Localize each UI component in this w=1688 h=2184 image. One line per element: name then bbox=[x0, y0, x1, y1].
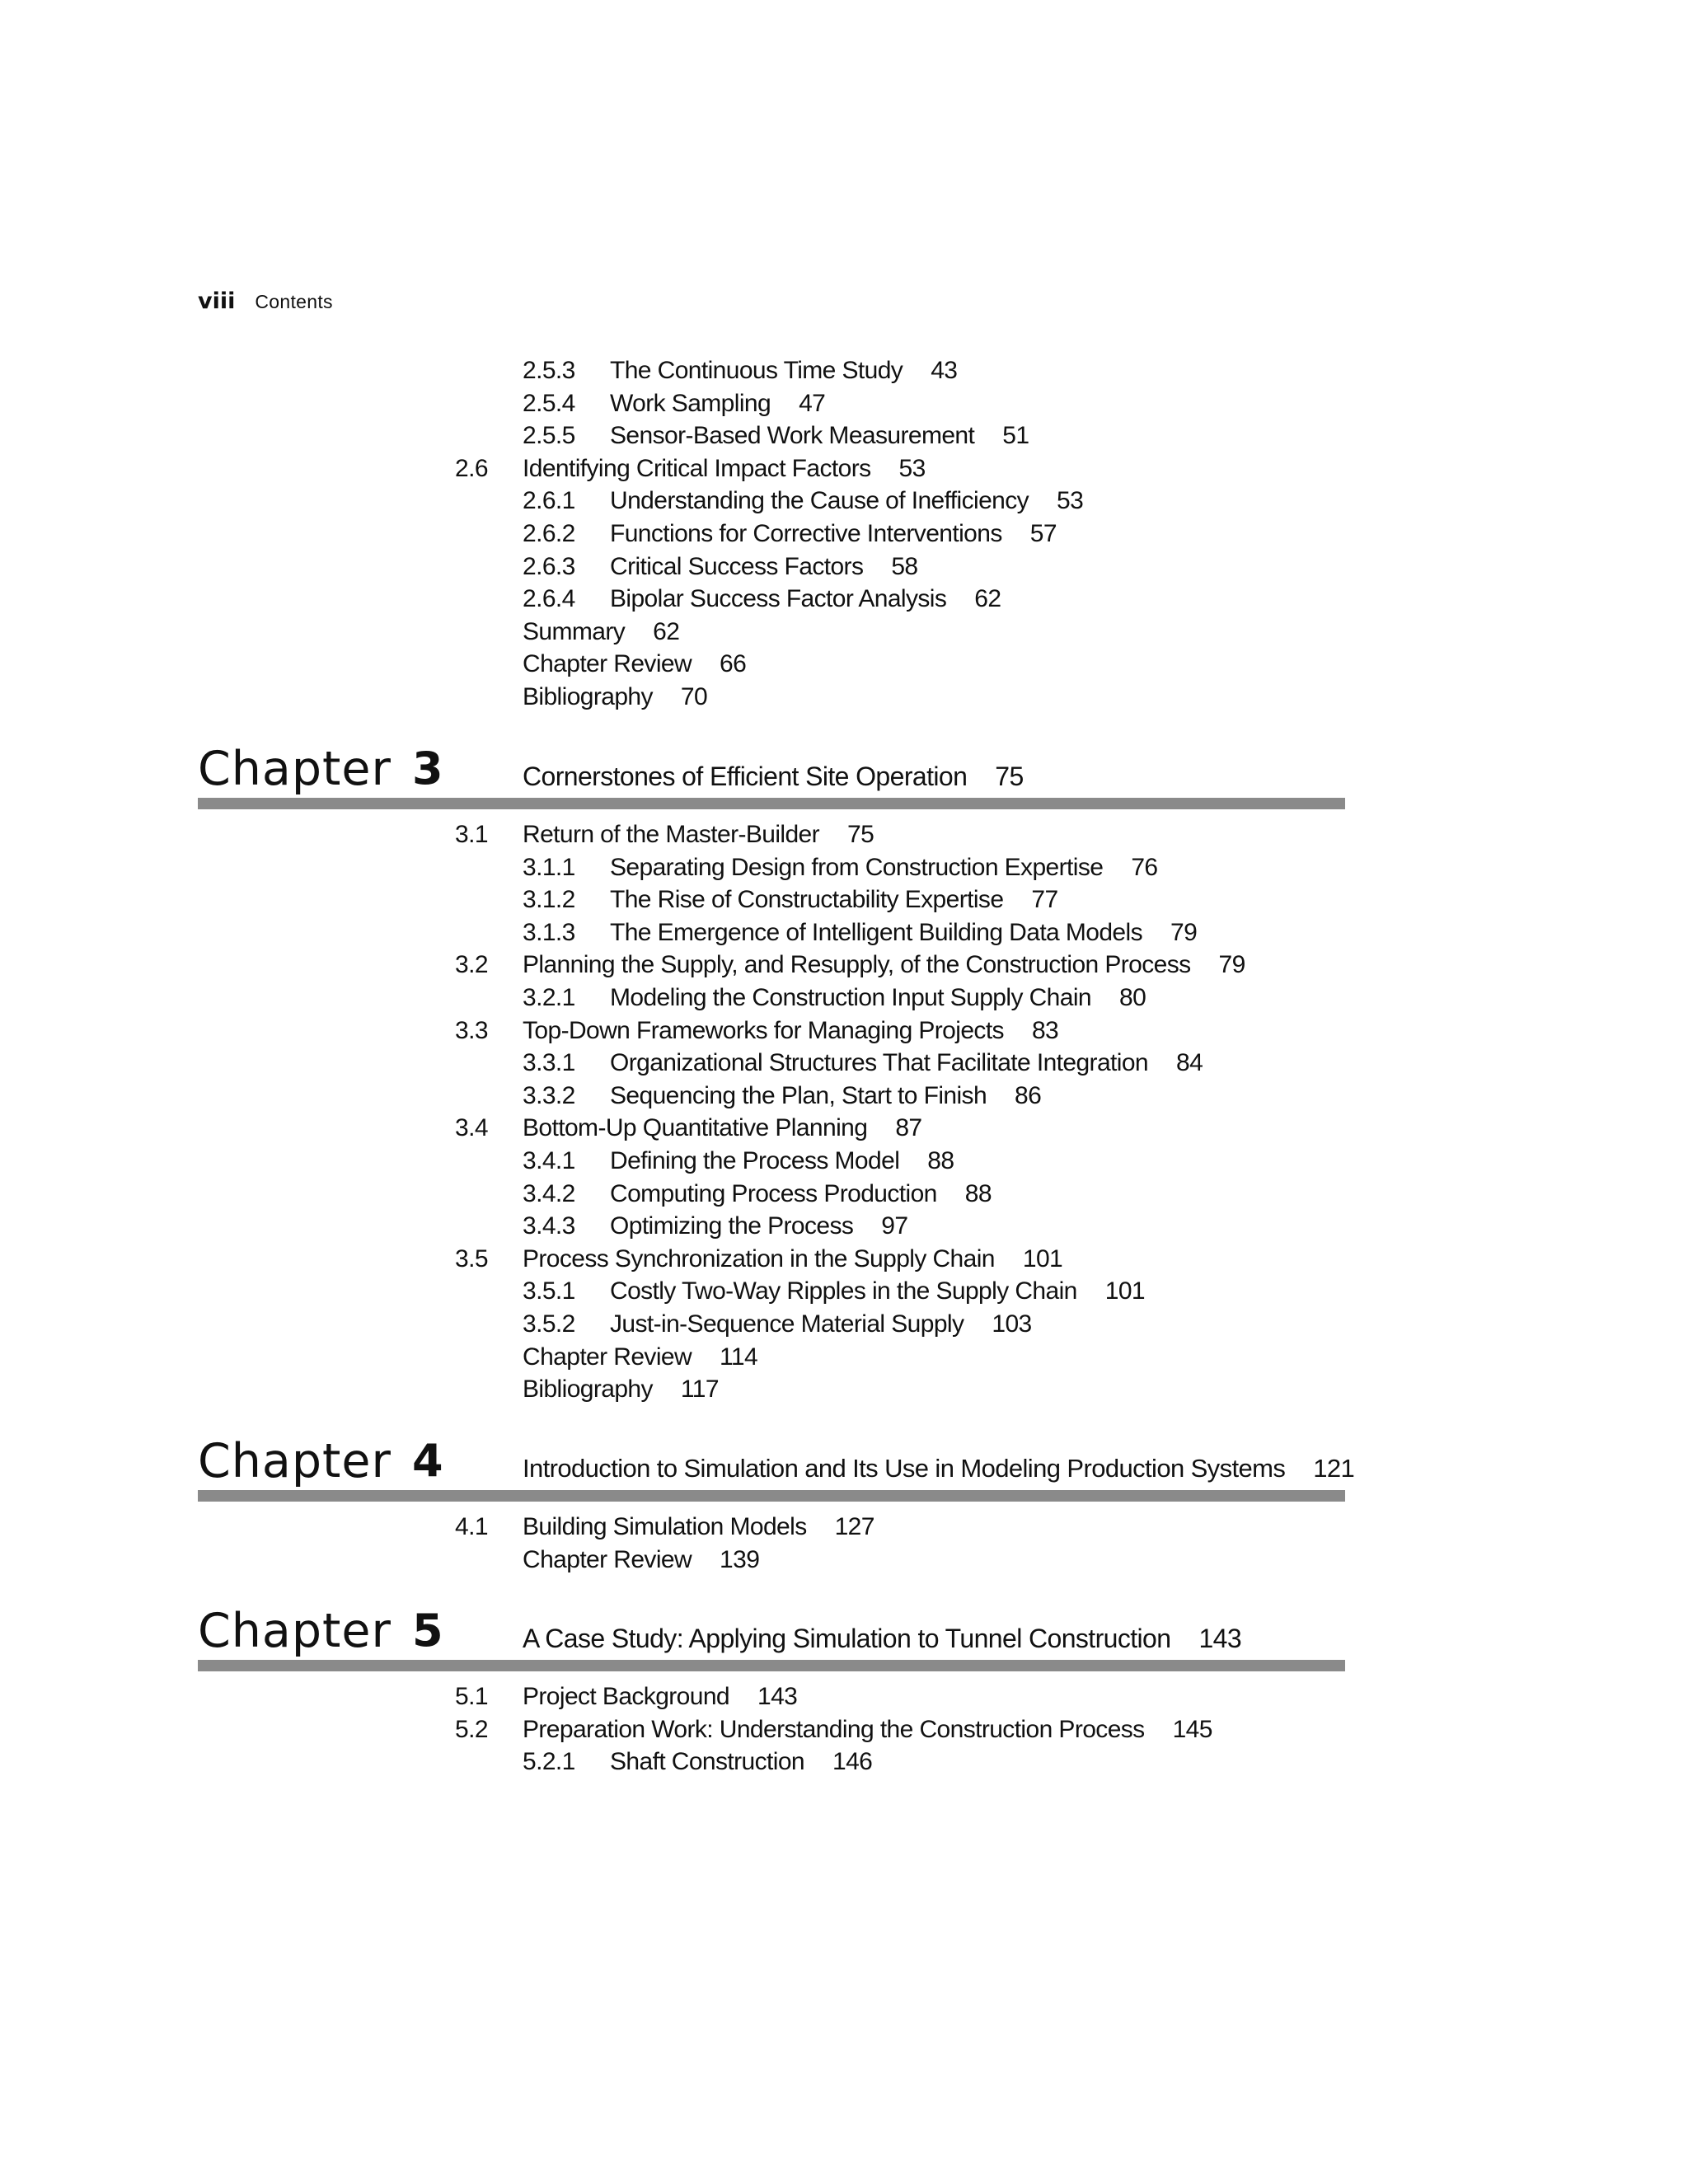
chapter-rule bbox=[198, 1660, 1345, 1671]
page-ref: 43 bbox=[931, 357, 958, 384]
subsection-number: 2.6.3 bbox=[523, 552, 575, 580]
page-ref: 66 bbox=[720, 650, 747, 678]
page-ref: 76 bbox=[1131, 853, 1158, 881]
subsection-title: Shaft Construction bbox=[610, 1748, 804, 1776]
page-ref: 143 bbox=[757, 1683, 798, 1710]
subsection-title: Sensor-Based Work Measurement bbox=[610, 422, 975, 450]
section-title: Building Simulation Models bbox=[523, 1513, 807, 1540]
toc-entry bbox=[0, 1373, 1688, 1406]
toc-entry bbox=[0, 949, 1688, 982]
subsection-title-group bbox=[610, 1178, 992, 1211]
subsection-number: 3.5.1 bbox=[523, 1277, 575, 1305]
chapter-number: 5 bbox=[412, 1605, 443, 1657]
subsection-title: Computing Process Production bbox=[610, 1179, 937, 1207]
chapter-rule bbox=[198, 798, 1345, 809]
subsection-number: 2.5.4 bbox=[523, 389, 575, 417]
subsection-title: Understanding the Cause of Inefficiency bbox=[610, 487, 1029, 515]
toc-entry bbox=[0, 1680, 1688, 1713]
subsection-title: Separating Design from Construction Expertise bbox=[610, 853, 1104, 881]
toc-entry bbox=[0, 583, 1688, 616]
page-ref: 77 bbox=[1031, 886, 1058, 914]
backmatter-title: Bibliography bbox=[523, 1376, 653, 1404]
backmatter-title: Bibliography bbox=[523, 683, 653, 710]
subsection-title: Critical Success Factors bbox=[610, 552, 864, 580]
section-title: Return of the Master-Builder bbox=[523, 821, 820, 848]
toc-entry bbox=[0, 616, 1688, 649]
section-title: Project Background bbox=[523, 1683, 730, 1710]
subsection-title-group bbox=[610, 916, 1197, 949]
subsection-title: The Continuous Time Study bbox=[610, 357, 903, 384]
page-ref: 75 bbox=[847, 821, 874, 848]
subsection-number: 5.2.1 bbox=[523, 1748, 575, 1776]
toc-entry bbox=[0, 551, 1688, 583]
page-ref: 139 bbox=[720, 1545, 760, 1573]
page-ref: 143 bbox=[1198, 1624, 1242, 1653]
page-ref: 117 bbox=[680, 1376, 719, 1404]
toc-entry bbox=[0, 1544, 1688, 1577]
subsection-number: 3.4.3 bbox=[523, 1212, 575, 1240]
section-title: Bottom-Up Quantitative Planning bbox=[523, 1114, 868, 1142]
page-ref: 84 bbox=[1176, 1049, 1203, 1077]
subsection-title-group bbox=[610, 485, 1083, 518]
section-title-group bbox=[523, 818, 874, 851]
page-ref: 97 bbox=[881, 1212, 908, 1240]
backmatter-title: Chapter Review bbox=[523, 1545, 692, 1573]
page-ref: 79 bbox=[1170, 918, 1198, 946]
section-title-group bbox=[523, 949, 1245, 982]
backmatter-group bbox=[523, 681, 707, 714]
chapter-title: A Case Study: Applying Simulation to Tunnel Construction bbox=[523, 1624, 1171, 1653]
toc-entry bbox=[0, 681, 1688, 714]
chapter-title-group bbox=[523, 1620, 1241, 1657]
subsection-title-group bbox=[610, 1210, 907, 1243]
section-title-group bbox=[523, 1713, 1212, 1746]
toc-entry bbox=[0, 648, 1688, 681]
section-title-group bbox=[523, 1511, 874, 1544]
page-ref: 146 bbox=[832, 1748, 873, 1776]
subsection-title-group bbox=[610, 982, 1146, 1015]
section-number: 3.5 bbox=[455, 1244, 488, 1272]
backmatter-group bbox=[523, 616, 679, 649]
subsection-title-group bbox=[610, 1080, 1041, 1113]
backmatter-group bbox=[523, 1373, 719, 1406]
subsection-number: 3.1.1 bbox=[523, 853, 575, 881]
page-ref: 47 bbox=[799, 389, 826, 417]
toc-entry bbox=[0, 452, 1688, 485]
page-ref: 86 bbox=[1015, 1081, 1042, 1109]
subsection-number: 3.5.2 bbox=[523, 1310, 575, 1338]
toc-entry bbox=[0, 818, 1688, 851]
chapter-label: Chapter bbox=[198, 1434, 392, 1488]
toc-entry bbox=[0, 1511, 1688, 1544]
subsection-title-group bbox=[610, 883, 1058, 916]
subsection-title: Work Sampling bbox=[610, 389, 771, 417]
chapter-number: 4 bbox=[412, 1435, 443, 1487]
toc-entry bbox=[0, 1047, 1688, 1080]
toc-entry bbox=[0, 1746, 1688, 1779]
chapter-title-group bbox=[523, 1451, 1354, 1487]
toc-entry bbox=[0, 485, 1688, 518]
backmatter-title: Summary bbox=[523, 617, 626, 645]
running-head-title: Contents bbox=[255, 291, 333, 312]
toc-entry bbox=[0, 1178, 1688, 1211]
page-ref: 79 bbox=[1218, 951, 1245, 979]
toc-entry bbox=[0, 387, 1688, 420]
page-ref: 83 bbox=[1031, 1016, 1059, 1044]
subsection-title-group bbox=[610, 354, 957, 387]
subsection-title-group bbox=[610, 551, 918, 583]
toc-entry bbox=[0, 1145, 1688, 1178]
chapter-heading bbox=[198, 1432, 1355, 1490]
page-ref: 53 bbox=[1057, 487, 1084, 515]
backmatter-group bbox=[523, 1341, 757, 1374]
page-ref: 114 bbox=[720, 1343, 758, 1371]
subsection-title: Functions for Corrective Interventions bbox=[610, 520, 1002, 547]
page-ref: 127 bbox=[834, 1513, 874, 1540]
subsection-number: 3.1.2 bbox=[523, 886, 575, 914]
subsection-title: Just-in-Sequence Material Supply bbox=[610, 1310, 964, 1338]
section-number: 5.1 bbox=[455, 1683, 488, 1710]
section-title: Preparation Work: Understanding the Construction Process bbox=[523, 1715, 1145, 1743]
page-ref: 145 bbox=[1172, 1715, 1212, 1743]
subsection-title: Modeling the Construction Input Supply Chain bbox=[610, 984, 1091, 1011]
subsection-title: The Rise of Constructability Expertise bbox=[610, 886, 1004, 914]
backmatter-title: Chapter Review bbox=[523, 650, 692, 678]
subsection-title: Costly Two-Way Ripples in the Supply Chain bbox=[610, 1277, 1077, 1305]
subsection-title-group bbox=[610, 518, 1057, 551]
section-title-group bbox=[523, 1015, 1058, 1047]
backmatter-group bbox=[523, 1544, 759, 1577]
subsection-title-group bbox=[610, 1047, 1203, 1080]
subsection-number: 3.4.2 bbox=[523, 1179, 575, 1207]
section-number: 3.2 bbox=[455, 951, 488, 979]
subsection-title-group bbox=[610, 1746, 872, 1779]
chapter-title: Introduction to Simulation and Its Use in Modeling Production Systems bbox=[523, 1454, 1286, 1483]
subsection-number: 3.4.1 bbox=[523, 1147, 575, 1174]
page-ref: 101 bbox=[1022, 1244, 1063, 1272]
subsection-title-group bbox=[610, 419, 1029, 452]
backmatter-title: Chapter Review bbox=[523, 1343, 692, 1371]
toc-entry bbox=[0, 1308, 1688, 1341]
section-title: Identifying Critical Impact Factors bbox=[523, 454, 871, 482]
backmatter-group bbox=[523, 648, 746, 681]
toc-entry bbox=[0, 1341, 1688, 1374]
subsection-number: 2.5.5 bbox=[523, 422, 575, 450]
toc-entry bbox=[0, 916, 1688, 949]
section-title-group bbox=[523, 1680, 797, 1713]
toc-entry bbox=[0, 518, 1688, 551]
toc-entry bbox=[0, 851, 1688, 884]
subsection-number: 2.6.1 bbox=[523, 487, 575, 515]
subsection-number: 3.1.3 bbox=[523, 918, 575, 946]
page-ref: 121 bbox=[1313, 1454, 1355, 1483]
page-ref: 101 bbox=[1104, 1277, 1145, 1305]
section-title: Top-Down Frameworks for Managing Projects bbox=[523, 1016, 1004, 1044]
chapter-label: Chapter bbox=[198, 1604, 392, 1658]
section-title-group bbox=[523, 452, 926, 485]
toc-entry bbox=[0, 982, 1688, 1015]
page-ref: 70 bbox=[680, 683, 708, 710]
chapter-heading bbox=[198, 1602, 1345, 1660]
page-ref: 62 bbox=[974, 585, 1001, 613]
toc-entry bbox=[0, 419, 1688, 452]
subsection-number: 3.2.1 bbox=[523, 984, 575, 1011]
subsection-title: Bipolar Success Factor Analysis bbox=[610, 585, 947, 613]
toc-entry bbox=[0, 354, 1688, 387]
subsection-title: Defining the Process Model bbox=[610, 1147, 900, 1174]
section-number: 5.2 bbox=[455, 1715, 488, 1743]
toc-entry bbox=[0, 883, 1688, 916]
subsection-title-group bbox=[610, 1275, 1145, 1308]
page-ref: 88 bbox=[927, 1147, 954, 1174]
page-ref: 87 bbox=[895, 1114, 922, 1142]
page-ref: 88 bbox=[964, 1179, 992, 1207]
section-number: 3.1 bbox=[455, 821, 488, 848]
subsection-title: Organizational Structures That Facilitate Integration bbox=[610, 1049, 1149, 1077]
page-ref: 58 bbox=[891, 552, 918, 580]
toc-entry bbox=[0, 1713, 1688, 1746]
toc-entry bbox=[0, 1275, 1688, 1308]
subsection-title: Sequencing the Plan, Start to Finish bbox=[610, 1081, 987, 1109]
subsection-title-group bbox=[610, 583, 1001, 616]
subsection-title: Optimizing the Process bbox=[610, 1212, 854, 1240]
section-title: Process Synchronization in the Supply Chain bbox=[523, 1244, 995, 1272]
toc-entry bbox=[0, 1243, 1688, 1276]
subsection-number: 2.6.4 bbox=[523, 585, 575, 613]
section-number: 4.1 bbox=[455, 1513, 488, 1540]
section-title: Planning the Supply, and Resupply, of the Construction Process bbox=[523, 951, 1191, 979]
page-number: viii bbox=[198, 288, 236, 314]
page-ref: 62 bbox=[653, 617, 680, 645]
subsection-title: The Emergence of Intelligent Building Data Models bbox=[610, 918, 1142, 946]
chapter-heading bbox=[198, 740, 1345, 798]
chapter-rule bbox=[198, 1490, 1345, 1502]
page-ref: 57 bbox=[1029, 520, 1057, 547]
subsection-title-group bbox=[610, 387, 825, 420]
subsection-title-group bbox=[610, 1145, 954, 1178]
page-ref: 103 bbox=[992, 1310, 1032, 1338]
toc-entry bbox=[0, 1210, 1688, 1243]
subsection-number: 2.5.3 bbox=[523, 357, 575, 384]
page-ref: 51 bbox=[1002, 422, 1029, 450]
page-ref: 53 bbox=[898, 454, 926, 482]
chapter-title: Cornerstones of Efficient Site Operation bbox=[523, 762, 968, 791]
subsection-number: 3.3.2 bbox=[523, 1081, 575, 1109]
chapter-title-group bbox=[523, 758, 1024, 794]
toc-entry bbox=[0, 1112, 1688, 1145]
section-number: 3.3 bbox=[455, 1016, 488, 1044]
subsection-number: 3.3.1 bbox=[523, 1049, 575, 1077]
running-head bbox=[198, 288, 333, 321]
section-title-group bbox=[523, 1112, 921, 1145]
subsection-title-group bbox=[610, 1308, 1032, 1341]
section-number: 2.6 bbox=[455, 454, 488, 482]
page-ref: 75 bbox=[995, 762, 1024, 791]
chapter-number: 3 bbox=[412, 743, 443, 794]
toc-entry bbox=[0, 1015, 1688, 1047]
subsection-number: 2.6.2 bbox=[523, 520, 575, 547]
page-ref: 80 bbox=[1118, 984, 1146, 1011]
chapter-label: Chapter bbox=[198, 742, 392, 796]
section-number: 3.4 bbox=[455, 1114, 488, 1142]
subsection-title-group bbox=[610, 851, 1157, 884]
section-title-group bbox=[523, 1243, 1062, 1276]
toc-entry bbox=[0, 1080, 1688, 1113]
